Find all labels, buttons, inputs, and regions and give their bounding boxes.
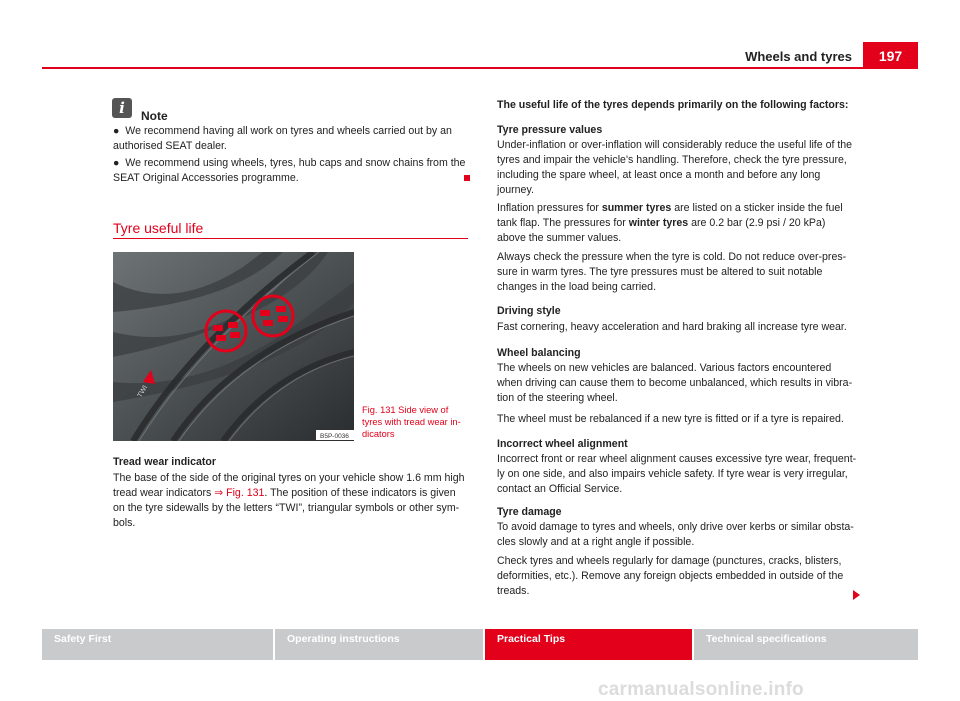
note-title: Note (141, 109, 168, 123)
bullet-icon: ● (113, 157, 120, 169)
tyre-pressure-heading: Tyre pressure values (497, 124, 603, 136)
inflation-paragraph (497, 201, 857, 246)
tyre-pressure-text: Under-inflation or over-inflation will considerably reduce the useful life of the tyres and impair the vehicle's handling. Therefore, check the tyre pressure, including the spare wheel, at least once a month and before any long journey. (497, 139, 853, 196)
tread-wear-heading: Tread wear indicator (113, 456, 217, 468)
footer-tab-technical-specifications[interactable]: Technical specifications (694, 629, 918, 660)
figure-caption: Fig. 131 Side view of tyres with tread wear indicators (362, 405, 461, 439)
driving-style-heading: Driving style (497, 305, 561, 317)
note-bullet-text: We recommend having all work on tyres and wheels carried out by an authorised SEAT dealer. (113, 125, 452, 152)
tyre-damage-text: To avoid damage to tyres and wheels, only drive over kerbs or similar obstacles slowly and at a right angle if possible. (497, 521, 854, 548)
inflation-text: are 0.2 bar (2.9 psi / 20 kPa) above the summer values. (497, 217, 826, 244)
figure-ref-link[interactable]: ⇒ Fig. 131 (214, 487, 265, 499)
footer-tab-practical-tips[interactable]: Practical Tips (485, 629, 692, 660)
header-rule (42, 67, 918, 69)
winter-tyres-label: winter tyres (628, 217, 689, 229)
inflation-text: Inflation pressures for (497, 202, 602, 214)
footer-tab-operating-instructions[interactable]: Operating instructions (275, 629, 483, 660)
tyre-damage-heading: Tyre damage (497, 506, 562, 518)
footer-nav (42, 629, 918, 660)
chapter-title: Wheels and tyres (745, 49, 852, 64)
tyre-photo (113, 252, 354, 441)
cold-check-text: Always check the pressure when the tyre is cold. Do not reduce over-pressure in warm tyres. The tyre pressures must be altered to suit notable changes in the load being carried. (497, 251, 847, 293)
factors-intro: The useful life of the tyres depends primarily on the following factors: (497, 99, 849, 111)
note-bullet-2 (113, 156, 470, 186)
rebalance-text: The wheel must be rebalanced if a new tyre is fitted or if a tyre is repaired. (497, 413, 844, 425)
info-icon: i (112, 98, 132, 118)
driving-style-text: Fast cornering, heavy acceleration and hard braking all increase tyre wear. (497, 321, 847, 333)
wheel-balancing-text: The wheels on new vehicles are balanced. Various factors encountered when driving can cause them to become unbalanced, which results in vibration of the steering wheel. (497, 362, 853, 404)
wheel-alignment-text: Incorrect front or rear wheel alignment causes excessive tyre wear, frequently on one side, and also impairs vehicle safety. If tyre wear is very irregular, contact an Official Service. (497, 453, 857, 495)
section-rule (113, 238, 468, 239)
page-number: 197 (863, 42, 918, 68)
check-tyres-text: Check tyres and wheels regularly for damage (punctures, cracks, blisters, deformities, etc.). Remove any foreign objects embedded in outside of the treads. (497, 555, 844, 597)
figure-code: B5P-0036 (320, 433, 349, 440)
tread-wear-text: . The position of these indicators is given on the tyre sidewalls by the letters “TWI”, triangular symbols or other symbols. (113, 487, 460, 529)
note-bullet-text: We recommend using wheels, tyres, hub caps and snow chains from the SEAT Original Accessories programme. (113, 157, 466, 184)
note-bullet-1 (113, 124, 470, 154)
end-of-section-icon (464, 175, 470, 181)
footer-tab-safety-first[interactable]: Safety First (42, 629, 273, 660)
section-title: Tyre useful life (113, 220, 204, 236)
watermark: carmanualsonline.info (598, 679, 804, 700)
summer-tyres-label: summer tyres (601, 202, 672, 214)
inflation-text: are listed on a sticker inside the fuel tank flap. The pressures for (497, 202, 843, 229)
twi-label: TWI (136, 384, 150, 399)
tread-wear-paragraph (113, 471, 470, 531)
wheel-alignment-heading: Incorrect wheel alignment (497, 438, 628, 450)
wheel-balancing-heading: Wheel balancing (497, 347, 581, 359)
continue-arrow-icon (853, 590, 860, 600)
bullet-icon: ● (113, 125, 120, 137)
tread-wear-text: The base of the side of the original tyres on your vehicle show 1.6 mm high tread wear indicators (113, 472, 465, 499)
tyre-tread-illustration (113, 252, 354, 441)
